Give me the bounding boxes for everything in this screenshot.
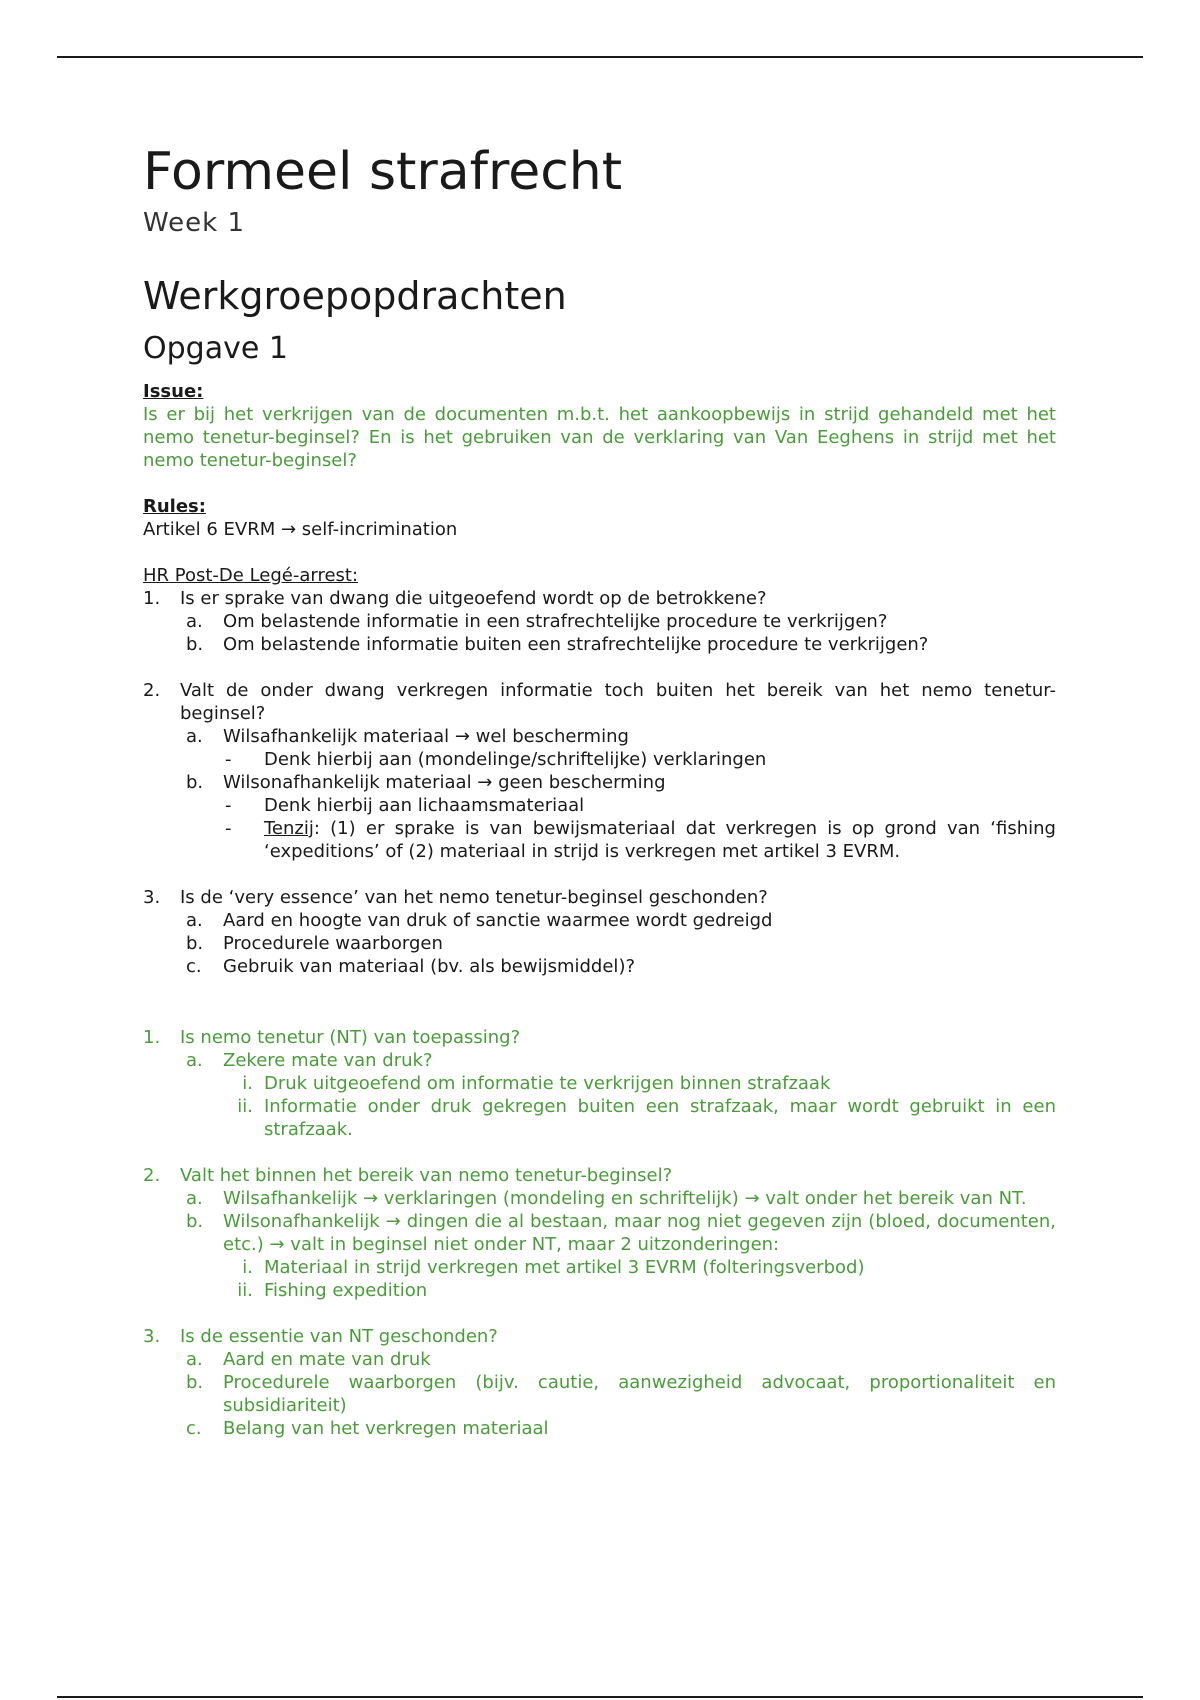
hr-label: HR Post-De Legé-arrest: bbox=[143, 565, 359, 586]
list-item: 2. Valt de onder dwang verkregen informatie toch buiten het bereik van het nemo tenetur-beginsel? bbox=[143, 680, 1056, 724]
list-item: a. Zekere mate van druk? bbox=[186, 1050, 433, 1071]
list-item: ii. Fishing expedition bbox=[237, 1280, 428, 1301]
page-subtitle: Week 1 bbox=[143, 208, 246, 238]
tenzij-underline: Tenzij bbox=[264, 818, 314, 839]
issue-label: Issue: bbox=[143, 381, 204, 402]
list-item: 1. Is nemo tenetur (NT) van toepassing? bbox=[143, 1027, 521, 1048]
list-item: b. Procedurele waarborgen bbox=[186, 933, 443, 954]
rules-text: Artikel 6 EVRM → self-incrimination bbox=[143, 519, 458, 540]
list-item: b. Om belastende informatie buiten een strafrechtelijke procedure te verkrijgen? bbox=[186, 634, 929, 655]
list-item: 3. Is de ‘very essence’ van het nemo tenetur-beginsel geschonden? bbox=[143, 887, 768, 908]
top-rule bbox=[57, 56, 1143, 58]
rules-label: Rules: bbox=[143, 496, 206, 517]
list-item: - Tenzij: (1) er sprake is van bewijsmateriaal dat verkregen is op grond van ‘fishing ‘expeditions’ of (2) materiaal in strijd is verkregen met artikel 3 EVRM. bbox=[225, 818, 1056, 862]
document-body bbox=[143, 140, 1056, 1440]
list-item: ii. Informatie onder druk gekregen buiten een strafzaak, maar wordt gebruikt in een strafzaak. bbox=[237, 1096, 1056, 1140]
list-item: a. Wilsafhankelijk → verklaringen (mondeling en schriftelijk) → valt onder het bereik van NT. bbox=[186, 1188, 1027, 1209]
list-item: i. Materiaal in strijd verkregen met artikel 3 EVRM (folteringsverbod) bbox=[242, 1257, 865, 1278]
page-title: Formeel strafrecht bbox=[143, 142, 623, 202]
list-item: 1. Is er sprake van dwang die uitgeoefend wordt op de betrokkene? bbox=[143, 588, 767, 609]
list-item: b. Wilsonafhankelijk → dingen die al bestaan, maar nog niet gegeven zijn (bloed, documenten, etc.) → valt in beginsel niet onder NT, maar 2 uitzonderingen: bbox=[186, 1211, 1056, 1255]
list-item: a. Om belastende informatie in een strafrechtelijke procedure te verkrijgen? bbox=[186, 611, 888, 632]
list-item: c. Gebruik van materiaal (bv. als bewijsmiddel)? bbox=[186, 956, 636, 977]
section-heading: Werkgroepopdrachten bbox=[143, 274, 567, 318]
bottom-rule bbox=[57, 1696, 1143, 1698]
list-item: i. Druk uitgeoefend om informatie te verkrijgen binnen strafzaak bbox=[242, 1073, 831, 1094]
list-item: - Denk hierbij aan (mondelinge/schriftelijke) verklaringen bbox=[225, 749, 767, 770]
list-item: b. Procedurele waarborgen (bijv. cautie, aanwezigheid advocaat, proportionaliteit en subsidiariteit) bbox=[186, 1372, 1056, 1416]
list-item: a. Wilsafhankelijk materiaal → wel bescherming bbox=[186, 726, 629, 747]
list-item: 3. Is de essentie van NT geschonden? bbox=[143, 1326, 498, 1347]
list-item: b. Wilsonafhankelijk materiaal → geen bescherming bbox=[186, 772, 666, 793]
list-item: 2. Valt het binnen het bereik van nemo tenetur-beginsel? bbox=[143, 1165, 673, 1186]
green-answer-list bbox=[143, 1026, 1056, 1440]
list-item: c. Belang van het verkregen materiaal bbox=[186, 1418, 549, 1439]
list-item: - Denk hierbij aan lichaamsmateriaal bbox=[225, 795, 585, 816]
subsection-heading: Opgave 1 bbox=[143, 331, 288, 366]
list-item: a. Aard en hoogte van druk of sanctie waarmee wordt gedreigd bbox=[186, 910, 773, 931]
issue-text: Is er bij het verkrijgen van de documenten m.b.t. het aankoopbewijs in strijd gehandeld met het nemo tenetur-beginsel? En is het gebruiken van de verklaring van Van Eeghens in strijd met het nemo tenetur-beginsel? bbox=[143, 404, 1056, 471]
list-item: a. Aard en mate van druk bbox=[186, 1349, 431, 1370]
